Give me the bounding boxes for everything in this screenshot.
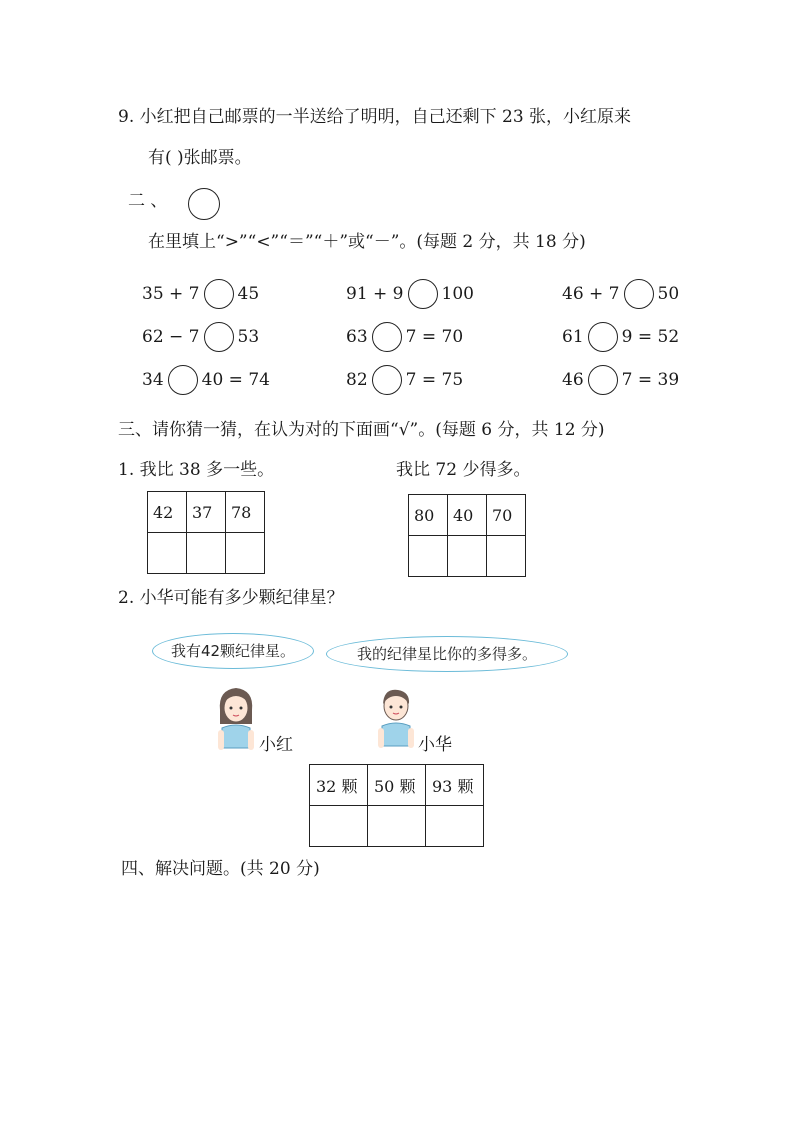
expr-r2c1	[142, 322, 259, 352]
speech-bubble-right: 我的纪律星比你的多得多。	[326, 636, 568, 672]
section2-instruction: 在里填上“>”“<”“＝”“＋”或“－”。(每题 2 分，共 18 分)	[148, 232, 586, 252]
answer-cell[interactable]	[187, 533, 226, 574]
expr-right: 50	[657, 283, 680, 304]
section4-heading: 四、解决问题。(共 20 分)	[121, 859, 320, 879]
q1-left-prompt: 1. 我比 38 多一些。	[118, 460, 275, 480]
option-cell: 78	[226, 492, 265, 533]
boy-illustration	[374, 684, 418, 756]
option-cell: 42	[148, 492, 187, 533]
name-label-right: 小华	[418, 735, 452, 755]
section3-heading: 三、请你猜一猜，在认为对的下面画“√”。(每题 6 分，共 12 分)	[118, 420, 605, 440]
answer-cell[interactable]	[448, 536, 487, 577]
answer-cell[interactable]	[148, 533, 187, 574]
answer-cell[interactable]	[426, 806, 484, 847]
answer-circle[interactable]	[624, 279, 654, 309]
expr-r1c1	[142, 279, 259, 309]
expr-right: 7 = 75	[405, 369, 464, 390]
expr-right: 7 = 70	[405, 326, 464, 347]
name-label-left: 小红	[259, 735, 293, 755]
answer-cell[interactable]	[226, 533, 265, 574]
expr-r1c2	[346, 279, 474, 309]
option-cell: 50 颗	[368, 765, 426, 806]
answer-circle[interactable]	[588, 322, 618, 352]
expr-left: 91 + 9	[346, 283, 404, 304]
expr-right: 40 = 74	[201, 369, 270, 390]
speech-bubble-left: 我有42颗纪律星。	[152, 633, 314, 669]
answer-circle[interactable]	[372, 322, 402, 352]
q1-right-prompt: 我比 72 少得多。	[396, 460, 531, 480]
answer-cell[interactable]	[310, 806, 368, 847]
expr-right: 9 = 52	[621, 326, 680, 347]
expr-right: 100	[441, 283, 474, 304]
answer-circle[interactable]	[408, 279, 438, 309]
girl-illustration	[214, 684, 258, 756]
answer-circle[interactable]	[204, 322, 234, 352]
section2-heading: 二 、	[128, 191, 168, 211]
expr-right: 7 = 39	[621, 369, 680, 390]
expr-r3c1	[142, 365, 270, 395]
expr-left: 61	[562, 326, 584, 347]
option-cell: 40	[448, 495, 487, 536]
answer-circle[interactable]	[588, 365, 618, 395]
expr-left: 62 − 7	[142, 326, 200, 347]
q9-line2: 有( )张邮票。	[148, 148, 252, 168]
expr-right: 53	[237, 326, 260, 347]
q2-table	[309, 764, 484, 847]
expr-left: 46 + 7	[562, 283, 620, 304]
expr-right: 45	[237, 283, 260, 304]
q9-line1: 9. 小红把自己邮票的一半送给了明明，自己还剩下 23 张，小红原来	[118, 107, 632, 127]
answer-cell[interactable]	[368, 806, 426, 847]
option-cell: 37	[187, 492, 226, 533]
expr-r2c3	[562, 322, 679, 352]
q2-prompt: 2. 小华可能有多少颗纪律星？	[118, 588, 344, 608]
expr-r3c2	[346, 365, 463, 395]
q1-left-table	[147, 491, 265, 574]
expr-r3c3	[562, 365, 679, 395]
answer-cell[interactable]	[487, 536, 526, 577]
option-cell: 70	[487, 495, 526, 536]
option-cell: 32 颗	[310, 765, 368, 806]
expr-r1c3	[562, 279, 679, 309]
q1-right-table	[408, 494, 526, 577]
expr-left: 82	[346, 369, 368, 390]
answer-circle[interactable]	[372, 365, 402, 395]
expr-r2c2	[346, 322, 463, 352]
expr-left: 34	[142, 369, 164, 390]
sample-circle	[188, 188, 220, 220]
expr-left: 35 + 7	[142, 283, 200, 304]
expr-left: 63	[346, 326, 368, 347]
answer-circle[interactable]	[168, 365, 198, 395]
answer-circle[interactable]	[204, 279, 234, 309]
option-cell: 80	[409, 495, 448, 536]
answer-cell[interactable]	[409, 536, 448, 577]
expr-left: 46	[562, 369, 584, 390]
option-cell: 93 颗	[426, 765, 484, 806]
